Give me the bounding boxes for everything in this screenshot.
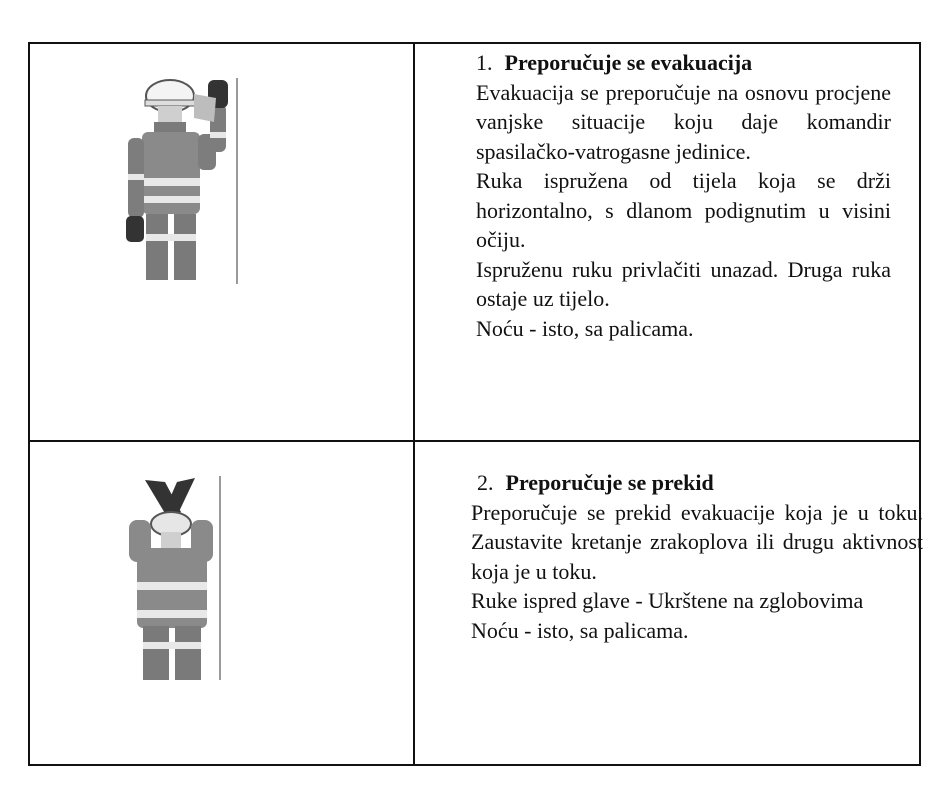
signal-image-cell bbox=[30, 44, 415, 440]
signal-paragraph: Preporučuje se prekid evakuacije koja je u toku. Zaustavite kretanje zrakoplova ili drugu aktivnost koja je u toku. bbox=[471, 499, 923, 584]
signal-image-cell bbox=[30, 440, 415, 766]
signal-paragraph: Ispruženu ruku privlačiti unazad. Druga ruka ostaje uz tijelo. bbox=[476, 256, 891, 311]
signal-number: 2. bbox=[477, 470, 494, 495]
signal-text-cell bbox=[417, 440, 923, 766]
signal-description bbox=[476, 48, 891, 343]
signal-title: Preporučuje se evakuacija bbox=[504, 50, 753, 75]
firefighter-hand-raised-icon bbox=[110, 74, 240, 286]
signal-text-cell bbox=[417, 44, 919, 440]
signal-row-evacuation bbox=[30, 44, 919, 442]
signal-title: Preporučuje se prekid bbox=[505, 470, 714, 495]
signal-heading bbox=[471, 468, 923, 498]
firefighter-arms-crossed-icon bbox=[125, 472, 225, 682]
signal-number: 1. bbox=[476, 50, 493, 75]
signal-description bbox=[471, 468, 923, 645]
signal-paragraph: Noću - isto, sa palicama. bbox=[476, 315, 694, 341]
signal-table bbox=[28, 42, 921, 766]
signal-paragraph: Ruka ispružena od tijela koja se drži horizontalno, s dlanom podignutim u visini očiju. bbox=[476, 168, 891, 252]
signal-paragraph: Ruke ispred glave - Ukrštene na zglobovima bbox=[471, 588, 864, 613]
signal-paragraph: Evakuacija se preporučuje na osnovu procjene vanjske situacije koju daje komandir spasilačko-vatrogasne jedinice. bbox=[476, 79, 891, 164]
signal-paragraph: Noću - isto, sa palicama. bbox=[471, 617, 689, 643]
signal-row-stop bbox=[30, 440, 923, 766]
signal-heading bbox=[476, 48, 891, 78]
